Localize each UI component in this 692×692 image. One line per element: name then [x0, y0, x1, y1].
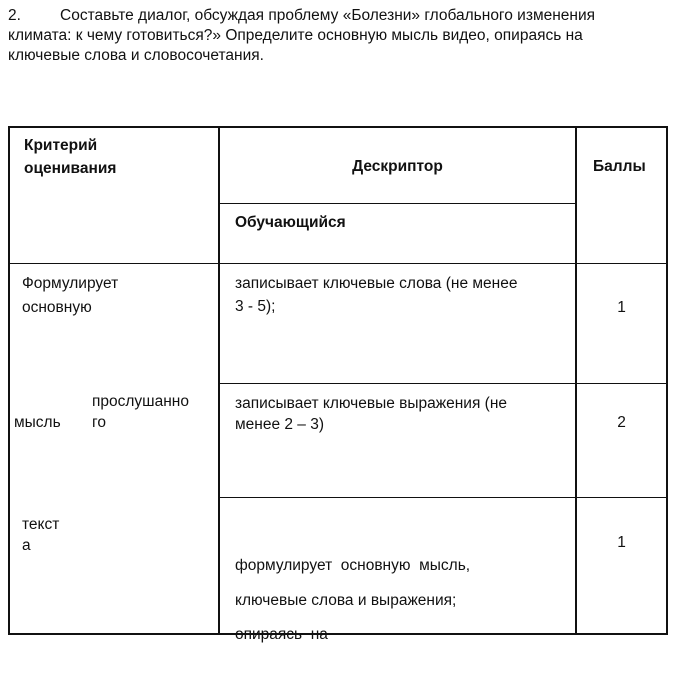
task-line-1: 2. Составьте диалог, обсуждая проблему «Болезни» глобального изменения — [8, 7, 596, 24]
column-divider-2 — [575, 126, 577, 635]
descriptor-header: Дескриптор — [352, 158, 443, 175]
assessment-table — [8, 126, 668, 643]
column-divider-1 — [218, 126, 220, 635]
criterion-text-5: го — [92, 414, 106, 431]
table-border-left — [8, 126, 10, 635]
descriptor-row-3-line-3: ключевые слова и выражения; — [235, 592, 457, 609]
criterion-text-4: прослушанно — [92, 393, 189, 410]
points-row-1: 1 — [617, 299, 626, 316]
row-divider-2 — [219, 497, 668, 498]
descriptor-row-1: записывает ключевые слова (не менее 3 - 5); — [235, 275, 518, 315]
task-statement — [8, 6, 684, 66]
criterion-text-3: мысль — [14, 414, 61, 431]
descriptor-row-2: записывает ключевые выражения (не менее 2 – 3) — [235, 395, 508, 433]
task-number: 2. — [8, 7, 21, 24]
points-header: Баллы — [593, 158, 646, 175]
points-row-2: 2 — [617, 414, 626, 431]
criterion-header: Критерий оценивания — [24, 137, 117, 177]
criterion-text-1: Формулирует — [22, 275, 119, 292]
criterion-text-6: текст — [22, 516, 60, 533]
points-row-3: 1 — [617, 534, 626, 551]
descriptor-row-3: формулирует основную мысль, опираясь на — [235, 557, 471, 643]
header-bottom-border — [8, 263, 668, 264]
table-border-right — [666, 126, 668, 635]
criterion-text-2: основную — [22, 299, 92, 316]
row-divider-1 — [219, 383, 668, 384]
learner-subheader: Обучающийся — [235, 214, 346, 231]
criterion-text-7: а — [22, 537, 31, 554]
table-border-top — [8, 126, 668, 128]
header-divider — [219, 203, 576, 204]
task-line-2: климата: к чему готовиться?» Определите основную мысль видео, опираясь на — [8, 27, 583, 44]
task-line-3: ключевые слова и словосочетания. — [8, 47, 264, 64]
